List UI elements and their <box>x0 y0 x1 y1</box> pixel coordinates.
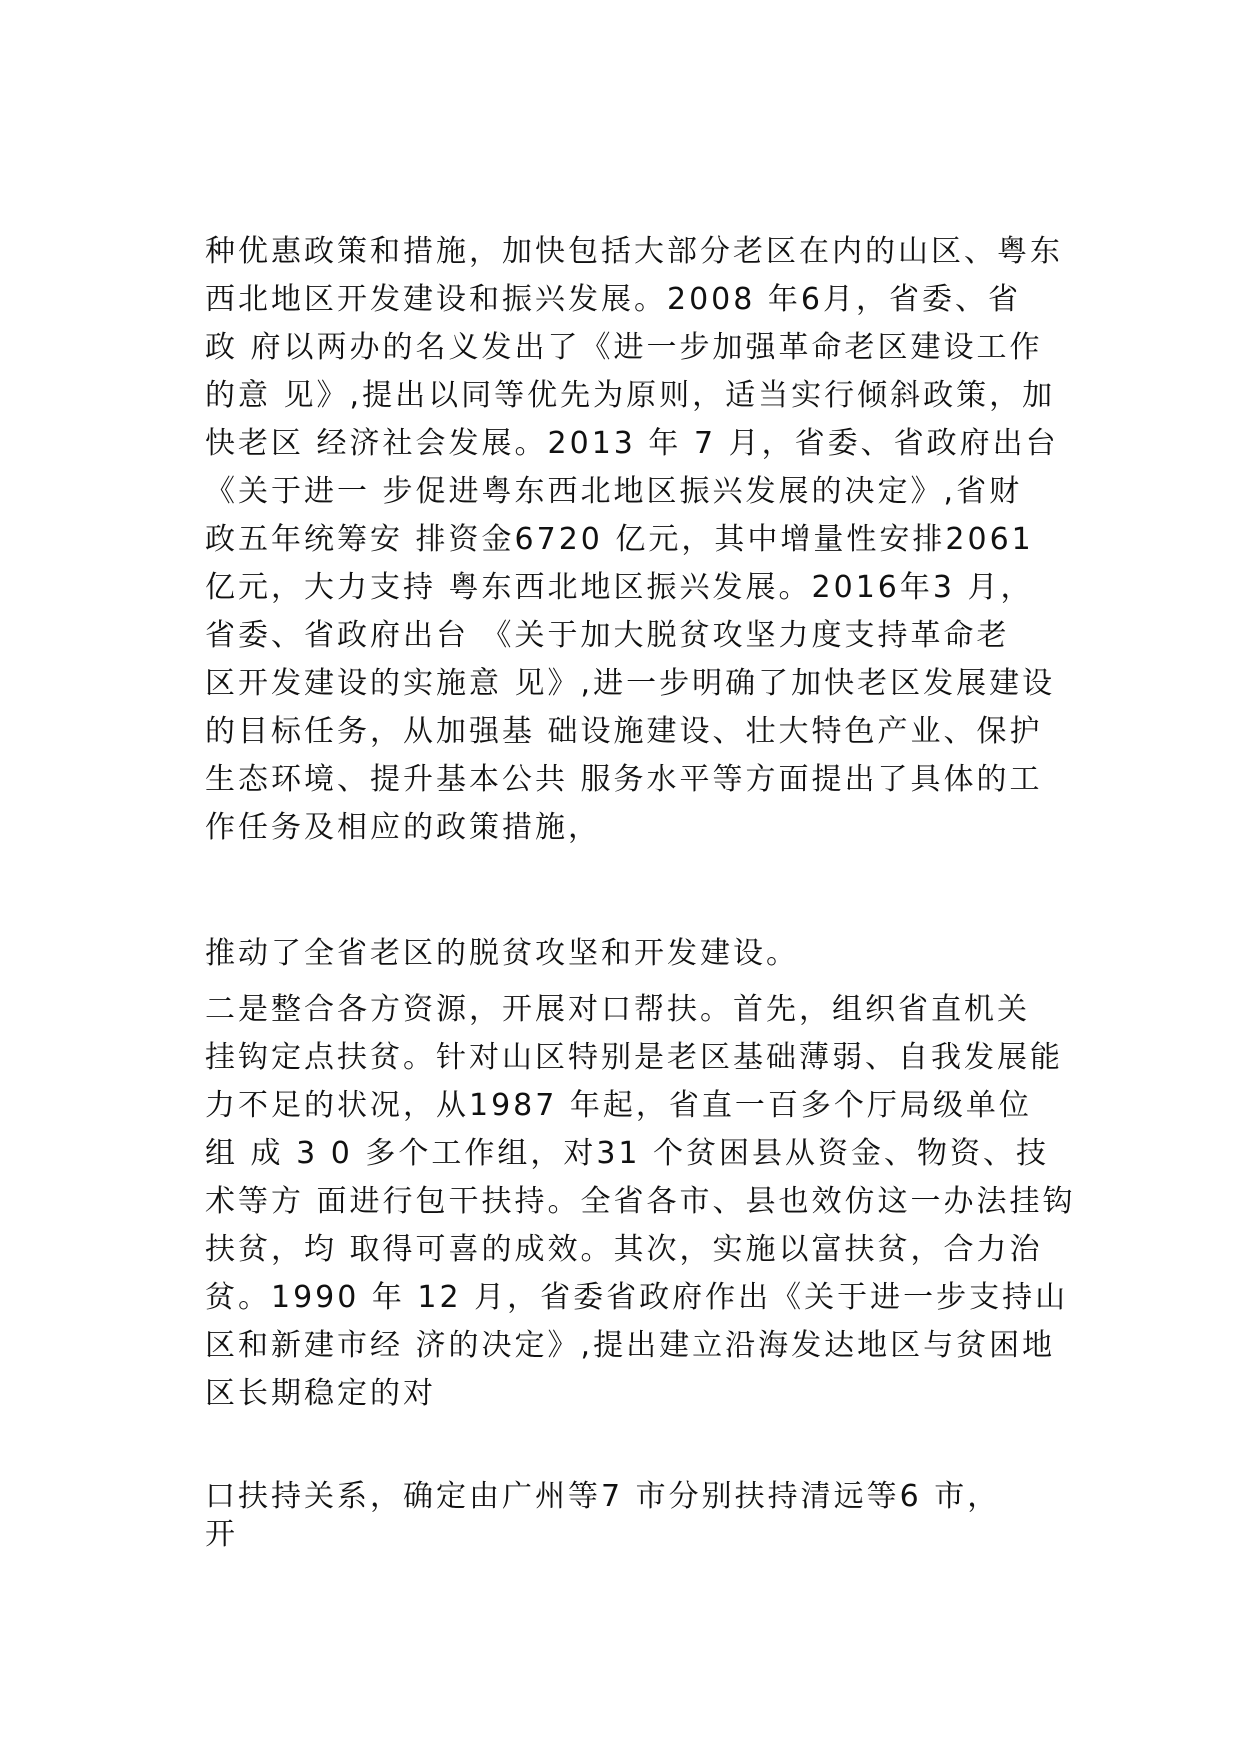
text-line: 省委、省政府出台 《关于加大脱贫攻坚力度支持革命老 <box>205 618 1010 653</box>
text-line: 口扶持关系，确定由广州等7 市分别扶持清远等6 市， <box>205 1479 1001 1514</box>
text-line: 二是整合各方资源，开展对口帮扶。首先，组织省直机关 <box>205 992 1030 1027</box>
text-line: 扶贫，均 取得可喜的成效。其次，实施以富扶贫，合力治 <box>205 1232 1043 1267</box>
text-line: 种优惠政策和措施，加快包括大部分老区在内的山区、粤东 <box>205 234 1063 269</box>
text-line: 政五年统筹安 排资金6720 亿元，其中增量性安排2061 <box>205 522 1034 557</box>
paragraph-4 <box>205 1478 1075 1554</box>
text-line: 作任务及相应的政策措施， <box>205 810 601 845</box>
text-line: 开 <box>205 1517 238 1552</box>
text-line: 术等方 面进行包干扶持。全省各市、县也效仿这一办法挂钩 <box>205 1184 1076 1219</box>
paragraph-2 <box>205 930 1075 978</box>
text-line: 政 府以两办的名义发出了《进一步加强革命老区建设工作 <box>205 330 1043 365</box>
text-line: 区和新建市经 济的决定》,提出建立沿海发达地区与贫困地 <box>205 1328 1056 1363</box>
text-line: 《关于进一 步促进粤东西北地区振兴发展的决定》,省财 <box>205 474 1023 509</box>
text-line: 组 成 3 0 多个工作组，对31 个贫困县从资金、物资、技 <box>205 1136 1050 1171</box>
text-line: 贫。1990 年 12 月，省委省政府作出《关于进一步支持山 <box>205 1280 1069 1315</box>
text-line: 挂钩定点扶贫。针对山区特别是老区基础薄弱、自我发展能 <box>205 1040 1063 1075</box>
text-line: 区长期稳定的对 <box>205 1376 436 1411</box>
text-line: 快老区 经济社会发展。2013 年 7 月，省委、省政府出台 <box>205 426 1059 461</box>
paragraph-3 <box>205 986 1075 1418</box>
paragraph-1 <box>205 228 1075 852</box>
text-line: 区开发建设的实施意 见》,进一步明确了加快老区发展建设 <box>205 666 1056 701</box>
text-line: 的目标任务，从加强基 础设施建设、壮大特色产业、保护 <box>205 714 1043 749</box>
text-line: 的意 见》,提出以同等优先为原则，适当实行倾斜政策，加 <box>205 378 1056 413</box>
text-line: 力不足的状况，从1987 年起，省直一百多个厅局级单位 <box>205 1088 1032 1123</box>
text-line: 推动了全省老区的脱贫攻坚和开发建设。 <box>205 936 799 971</box>
text-line: 生态环境、提升基本公共 服务水平等方面提出了具体的工 <box>205 762 1043 797</box>
text-line: 西北地区开发建设和振兴发展。2008 年6月，省委、省 <box>205 282 1021 317</box>
text-line: 亿元，大力支持 粤东西北地区振兴发展。2016年3 月， <box>205 570 1034 605</box>
